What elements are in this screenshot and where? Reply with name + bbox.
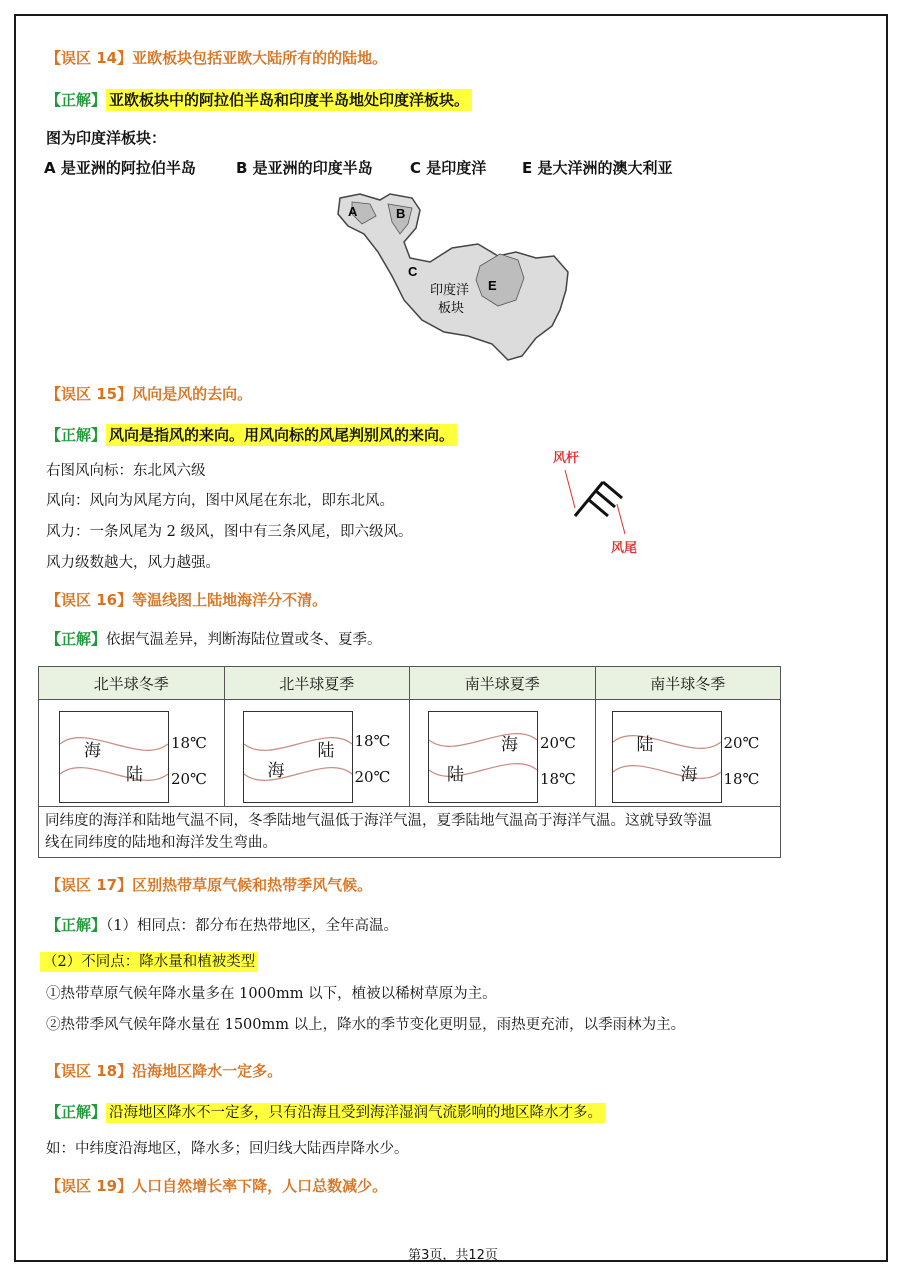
temp-upper: 20℃ <box>723 734 760 752</box>
highlighted-answer: 亚欧板块中的阿拉伯半岛和印度半岛地处印度洋板块。 <box>106 89 472 111</box>
monsoon-line: ②热带季风气候年降水量在 1500mm 以上，降水的季节变化更明显，雨热更充沛，以季雨林为主。 <box>46 1017 686 1033</box>
correct-line-14 <box>46 89 472 111</box>
correct-line-17 <box>46 914 398 937</box>
example-line: 如：中纬度沿海地区，降水多；回归线大陆西岸降水少。 <box>46 1141 409 1157</box>
error-heading-17: 【误区 17】区别热带草原气候和热带季风气候。 <box>46 876 373 894</box>
label-b: B 是亚洲的印度半岛 <box>236 159 373 177</box>
wind-text-4: 风力级数越大，风力越强。 <box>46 555 220 571</box>
page-number: 第3页，共12页 <box>408 1248 498 1263</box>
land-label: 陆 <box>636 735 654 755</box>
correct-tag: 【正解】 <box>46 916 107 934</box>
isotherm-diagram <box>243 711 353 803</box>
header-sh-summer: 南半球夏季 <box>410 667 596 700</box>
isotherm-diagram <box>612 711 722 803</box>
tail-pointer <box>617 504 625 534</box>
error-heading-15: 【误区 15】风向是风的去向。 <box>46 385 253 403</box>
wind-tail-label: 风尾 <box>611 540 638 555</box>
highlighted-answer: 风向是指风的来向。用风向标的风尾判别风的来向。 <box>106 424 457 446</box>
wind-feather-1 <box>603 482 622 498</box>
wind-vane-figure <box>545 440 645 560</box>
isotherm-cell-1 <box>39 700 225 807</box>
land-label: 陆 <box>317 741 335 761</box>
highlighted-answer: 沿海地区降水不一定多，只有沿海且受到海洋湿润气流影响的地区降水才多。 <box>106 1103 605 1123</box>
plate-outline <box>338 194 568 360</box>
answer-text: 依据气温差异，判断海陆位置或冬、夏季。 <box>106 632 382 648</box>
land-label: 陆 <box>447 765 464 785</box>
correct-tag: 【正解】 <box>46 630 107 648</box>
isotherm-lines <box>244 712 352 802</box>
correct-tag: 【正解】 <box>46 426 107 444</box>
isotherm-cell-2 <box>224 700 410 807</box>
map-plate-name-2: 板块 <box>438 301 465 316</box>
map-label-e: E <box>488 278 497 293</box>
error-heading-16: 【误区 16】等温线图上陆地海洋分不清。 <box>46 591 328 609</box>
sea-label: 海 <box>84 741 101 761</box>
note-line-2: 线在同纬度的陆地和海洋发生弯曲。 <box>45 835 277 851</box>
error-heading-14: 【误区 14】亚欧板块包括亚欧大陆所有的的陆地。 <box>46 49 388 67</box>
header-nh-summer: 北半球夏季 <box>224 667 410 700</box>
table-header-row <box>39 667 781 700</box>
figure-intro: 图为印度洋板块： <box>46 129 167 147</box>
wind-text-2: 风向：风向为风尾方向，图中风尾在东北，即东北风。 <box>46 493 394 509</box>
correct-line-16 <box>46 628 382 651</box>
highlighted-difference: （2）不同点：降水量和植被类型 <box>40 952 258 972</box>
isotherm-lines <box>429 712 537 802</box>
map-plate-name-1: 印度洋 <box>430 283 470 298</box>
header-nh-winter: 北半球冬季 <box>39 667 225 700</box>
label-e: E 是大洋洲的澳大利亚 <box>522 159 673 177</box>
temp-upper: 20℃ <box>540 734 576 752</box>
map-label-a: A <box>348 204 358 219</box>
correct-tag: 【正解】 <box>46 1103 107 1121</box>
pole-pointer <box>565 470 575 508</box>
land-label: 陆 <box>126 765 143 785</box>
label-a: A 是亚洲的阿拉伯半岛 <box>44 159 196 177</box>
wind-pole-label: 风杆 <box>553 450 580 465</box>
correct-line-15 <box>46 424 457 446</box>
header-sh-winter: 南半球冬季 <box>595 667 781 700</box>
isotherm-lines <box>60 712 168 802</box>
wind-feather-2 <box>596 491 615 507</box>
temp-lower: 18℃ <box>723 770 760 788</box>
wind-text-3: 风力：一条风尾为 2 级风，图中有三条风尾，即六级风。 <box>46 524 413 540</box>
error-heading-19: 【误区 19】人口自然增长率下降，人口总数减少。 <box>46 1177 388 1195</box>
difference-line <box>40 951 258 973</box>
diagram-row <box>39 700 781 807</box>
temp-lower: 20℃ <box>354 768 391 786</box>
isotherm-cell-4 <box>595 700 781 807</box>
sea-label: 海 <box>680 765 698 785</box>
temp-lower: 18℃ <box>540 770 576 788</box>
wind-text-1: 右图风向标：东北风六级 <box>46 463 206 479</box>
indian-ocean-plate-map <box>330 186 580 366</box>
temp-upper: 18℃ <box>171 734 207 752</box>
map-label-b: B <box>396 206 406 221</box>
label-c: C 是印度洋 <box>410 159 487 177</box>
note-row <box>39 807 781 858</box>
wind-feather-3 <box>589 500 608 516</box>
note-line-1: 同纬度的海洋和陆地气温不同，冬季陆地气温低于海洋气温，夏季陆地气温高于海洋气温。这就导致等温 <box>45 813 712 829</box>
map-label-c: C <box>408 264 418 279</box>
temp-upper: 18℃ <box>354 732 391 750</box>
isotherm-diagram <box>428 711 538 803</box>
isotherm-lines <box>613 712 721 802</box>
isotherm-table <box>38 666 781 858</box>
temp-lower: 20℃ <box>171 770 207 788</box>
isotherm-cell-3 <box>410 700 596 807</box>
isotherm-diagram <box>59 711 169 803</box>
correct-tag: 【正解】 <box>46 91 107 109</box>
correct-line-18 <box>46 1101 605 1124</box>
table-note <box>39 807 781 858</box>
error-heading-18: 【误区 18】沿海地区降水一定多。 <box>46 1062 283 1080</box>
answer-text: （1）相同点：都分布在热带地区，全年高温。 <box>106 918 398 934</box>
savanna-line: ①热带草原气候年降水量多在 1000mm 以下，植被以稀树草原为主。 <box>46 986 497 1002</box>
sea-label: 海 <box>501 735 518 755</box>
sea-label: 海 <box>267 761 285 781</box>
wind-pole <box>575 482 603 516</box>
